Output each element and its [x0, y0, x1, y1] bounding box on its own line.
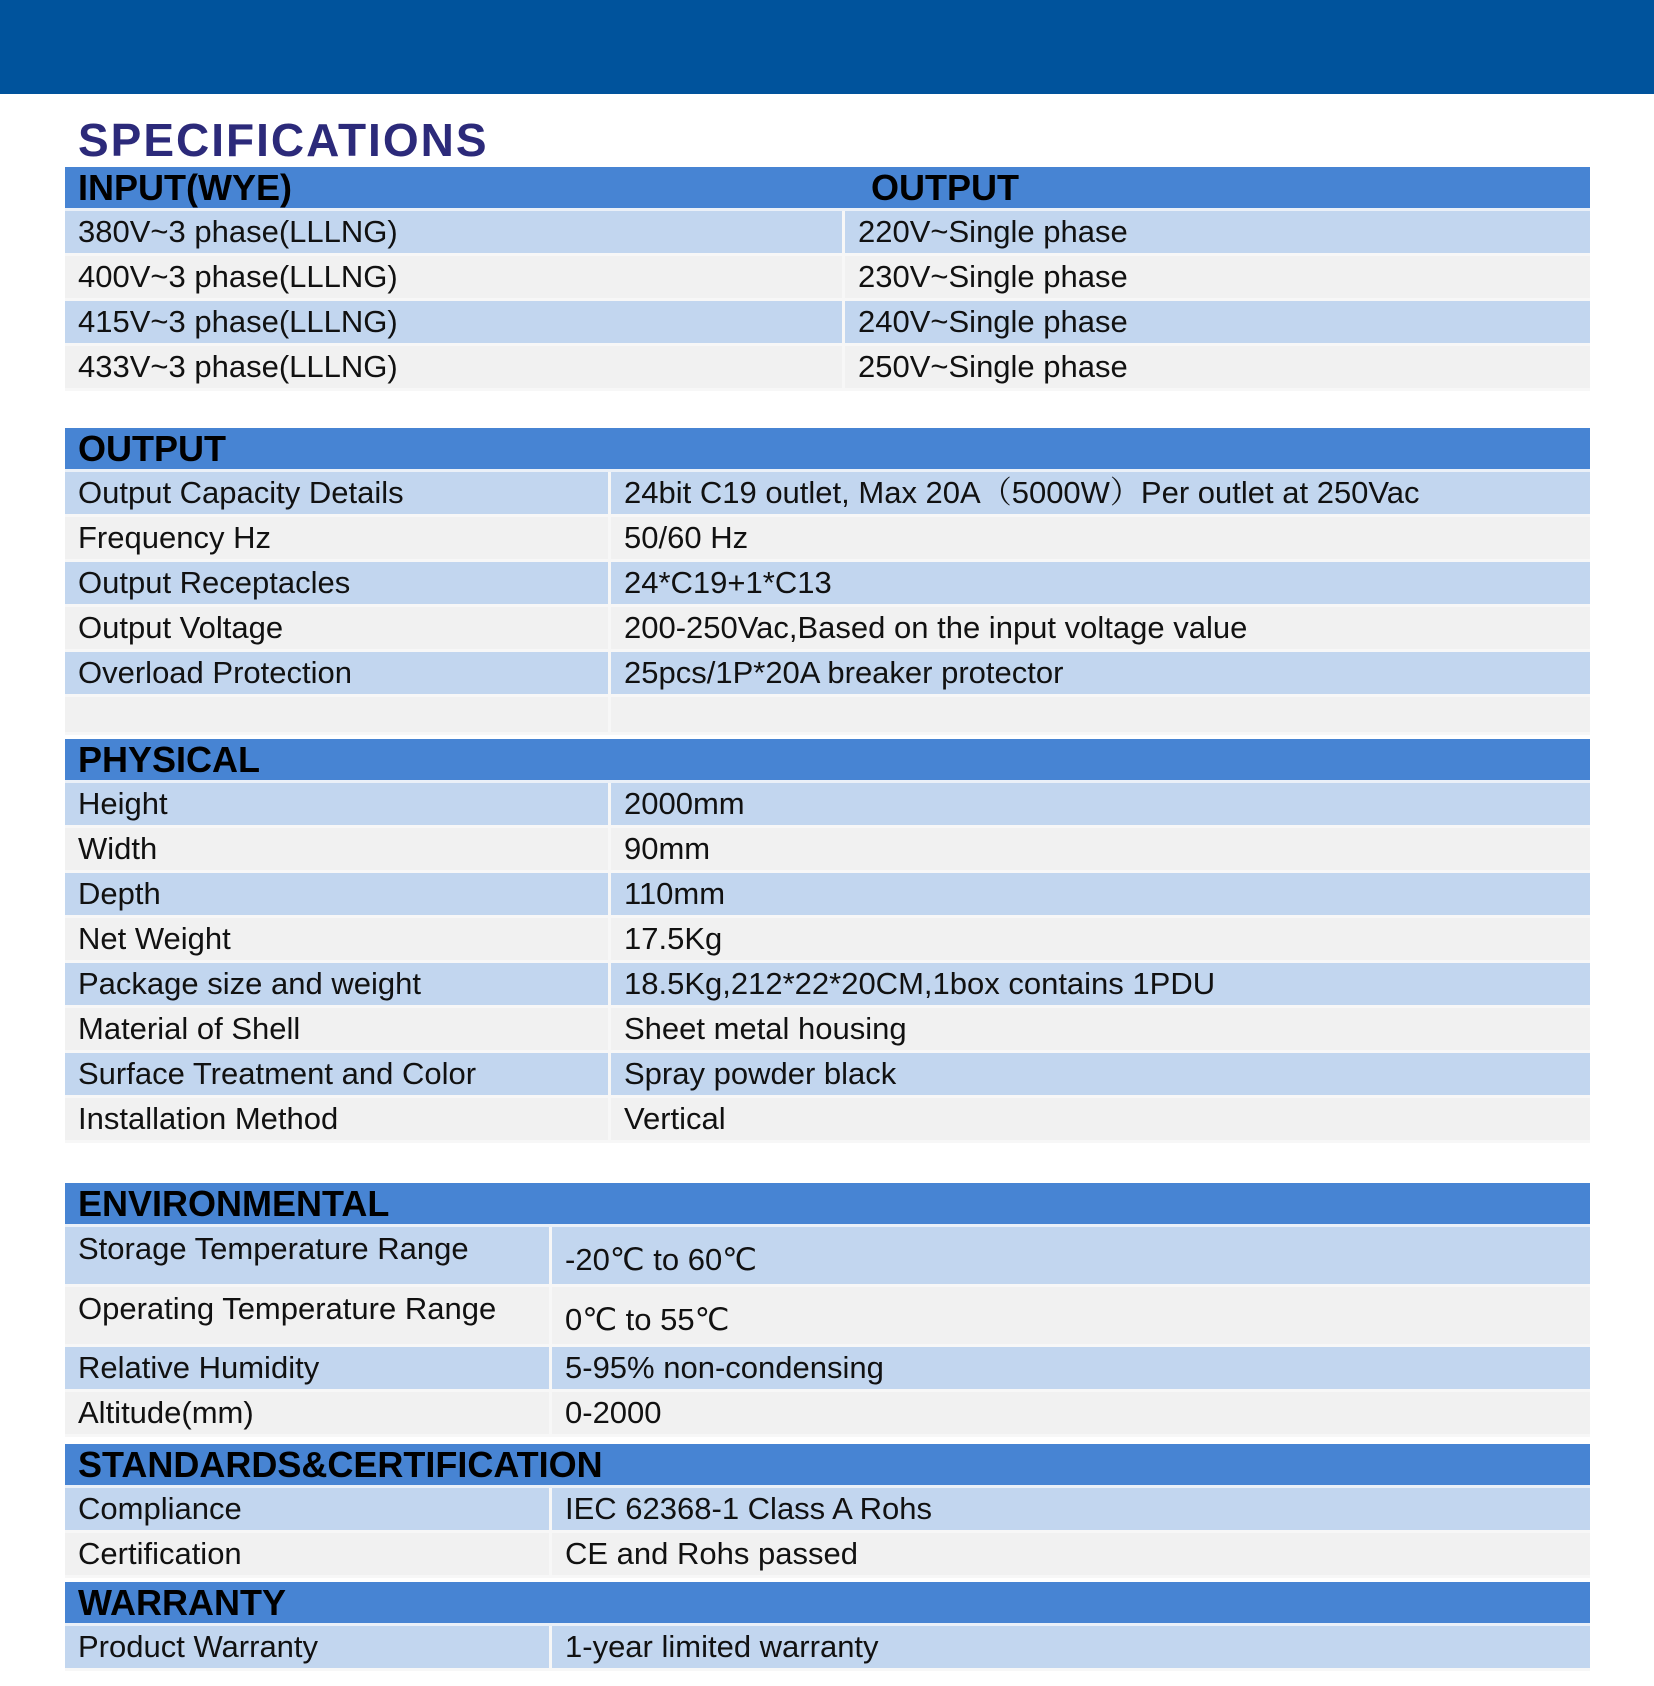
- spec-label: Width: [65, 828, 611, 870]
- spec-label: Material of Shell: [65, 1008, 611, 1050]
- table-row: [65, 562, 1590, 607]
- warranty-table: [65, 1582, 1590, 1671]
- spec-value: IEC 62368-1 Class A Rohs: [565, 1491, 933, 1526]
- table-row: [65, 1053, 1590, 1098]
- table-row: [65, 1287, 1590, 1347]
- spec-label: Height: [65, 783, 611, 825]
- table-row: [65, 1347, 1590, 1392]
- input-output-header: [65, 167, 1590, 211]
- spec-label: Frequency Hz: [65, 517, 611, 559]
- spec-label: Net Weight: [65, 918, 611, 960]
- table-row: [65, 301, 1590, 346]
- spec-value: 18.5Kg,212*22*20CM,1box contains 1PDU: [624, 966, 1216, 1001]
- output-header: OUTPUT: [871, 166, 1019, 208]
- spec-value: 5-95% non-condensing: [565, 1350, 884, 1385]
- section-header-physical: [65, 739, 1590, 783]
- section-title: OUTPUT: [78, 427, 226, 469]
- table-row: [65, 873, 1590, 918]
- table-row: [65, 517, 1590, 562]
- section-header-warranty: [65, 1582, 1590, 1626]
- section-header-output: [65, 428, 1590, 472]
- spec-value: Vertical: [624, 1101, 726, 1136]
- spec-value: 17.5Kg: [624, 921, 723, 956]
- spec-label: Storage Temperature Range: [65, 1227, 552, 1284]
- section-header-environmental: [65, 1183, 1590, 1227]
- output-value: 250V~Single phase: [858, 349, 1128, 384]
- table-row: [65, 1533, 1590, 1578]
- section-title: STANDARDS&CERTIFICATION: [78, 1443, 603, 1485]
- spec-label: Compliance: [65, 1488, 552, 1530]
- output-value: 230V~Single phase: [858, 259, 1128, 294]
- spec-label: Relative Humidity: [65, 1347, 552, 1389]
- spec-label: Surface Treatment and Color: [65, 1053, 611, 1095]
- physical-table: [65, 739, 1590, 1143]
- spec-value: CE and Rohs passed: [565, 1536, 858, 1571]
- spec-label: Output Capacity Details: [65, 472, 611, 514]
- spec-label: Operating Temperature Range: [65, 1287, 552, 1344]
- empty-row: [65, 697, 1590, 735]
- spec-label: Output Receptacles: [65, 562, 611, 604]
- input-output-table: [65, 167, 1590, 391]
- spec-label: Certification: [65, 1533, 552, 1575]
- table-row: [65, 1098, 1590, 1143]
- standards-table: [65, 1444, 1590, 1578]
- table-row: [65, 1626, 1590, 1671]
- table-row: [65, 607, 1590, 652]
- section-header-standards: [65, 1444, 1590, 1488]
- spec-value: -20℃ to 60℃: [565, 1242, 757, 1277]
- table-row: [65, 652, 1590, 697]
- table-row: [65, 963, 1590, 1008]
- input-value: 433V~3 phase(LLLNG): [65, 346, 845, 388]
- spec-value: 2000mm: [624, 786, 745, 821]
- section-title: PHYSICAL: [78, 738, 261, 780]
- spec-value: Spray powder black: [624, 1056, 897, 1091]
- table-row: [65, 472, 1590, 517]
- table-row: [65, 1008, 1590, 1053]
- spec-value: Sheet metal housing: [624, 1011, 907, 1046]
- spec-label: [65, 697, 611, 732]
- spec-value: [611, 697, 624, 732]
- spec-value: 50/60 Hz: [624, 520, 749, 555]
- top-banner: [0, 0, 1654, 94]
- section-title: ENVIRONMENTAL: [78, 1182, 390, 1224]
- output-table: [65, 428, 1590, 735]
- table-row: [65, 918, 1590, 963]
- spec-value: 24*C19+1*C13: [624, 565, 832, 600]
- spec-value: 0℃ to 55℃: [565, 1302, 730, 1337]
- output-value: 220V~Single phase: [858, 214, 1128, 249]
- output-value: 240V~Single phase: [858, 304, 1128, 339]
- table-row: [65, 1488, 1590, 1533]
- spec-value: 25pcs/1P*20A breaker protector: [624, 655, 1064, 690]
- input-header: INPUT(WYE): [78, 166, 292, 208]
- spec-label: Depth: [65, 873, 611, 915]
- spec-value: 24bit C19 outlet, Max 20A（5000W）Per outlet at 250Vac: [624, 475, 1420, 510]
- table-row: [65, 256, 1590, 301]
- spec-value: 90mm: [624, 831, 711, 866]
- table-row: [65, 783, 1590, 828]
- spec-value: 200-250Vac,Based on the input voltage value: [624, 610, 1248, 645]
- spec-label: Overload Protection: [65, 652, 611, 694]
- section-title: WARRANTY: [78, 1581, 286, 1623]
- page-title: SPECIFICATIONS: [78, 114, 489, 166]
- spec-label: Altitude(mm): [65, 1392, 552, 1434]
- spec-label: Product Warranty: [65, 1626, 552, 1668]
- input-value: 380V~3 phase(LLLNG): [65, 211, 845, 253]
- spec-label: Package size and weight: [65, 963, 611, 1005]
- spec-value: 1-year limited warranty: [565, 1629, 879, 1664]
- spec-label: Installation Method: [65, 1098, 611, 1140]
- table-row: [65, 346, 1590, 391]
- table-row: [65, 1227, 1590, 1287]
- input-value: 400V~3 phase(LLLNG): [65, 256, 845, 298]
- environmental-table: [65, 1183, 1590, 1437]
- spec-value: 0-2000: [565, 1395, 662, 1430]
- table-row: [65, 828, 1590, 873]
- table-row: [65, 1392, 1590, 1437]
- spec-value: 110mm: [624, 876, 726, 911]
- input-value: 415V~3 phase(LLLNG): [65, 301, 845, 343]
- spec-label: Output Voltage: [65, 607, 611, 649]
- table-row: [65, 211, 1590, 256]
